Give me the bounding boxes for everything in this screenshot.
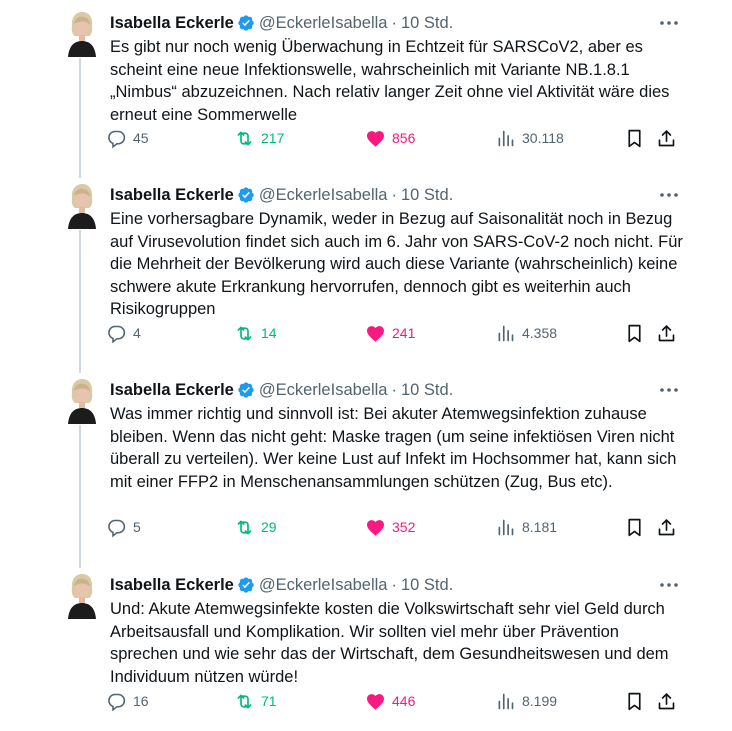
bookmark-button[interactable]	[624, 320, 651, 346]
retweet-icon	[234, 323, 255, 344]
more-icon[interactable]	[658, 13, 680, 33]
header-separator: ·	[391, 13, 397, 32]
verified-badge-icon	[237, 381, 255, 399]
bookmark-icon	[624, 691, 645, 712]
action-bar	[106, 320, 686, 346]
reply-icon	[106, 128, 127, 149]
more-icon[interactable]	[658, 185, 680, 205]
tweet-header	[110, 184, 453, 206]
tweet-text: Und: Akute Atemwegsinfekte kosten die Volkswirtschaft sehr viel Geld durch Arbeitsausfall und Komplikation. Wir sollten viel mehr über Prävention sprechen und wie sehr das der Wirtschaft, dem Gesundheitswesen und dem Individuum nützen würde!	[110, 600, 669, 686]
author-name[interactable]: Isabella Eckerle	[110, 380, 234, 399]
verified-badge-icon	[237, 186, 255, 204]
bookmark-icon	[624, 517, 645, 538]
reply-icon	[106, 323, 127, 344]
share-icon	[656, 323, 677, 344]
retweet-count: 217	[261, 130, 285, 146]
tweet-header	[110, 379, 453, 401]
retweet-icon	[234, 517, 255, 538]
share-icon	[656, 691, 677, 712]
verified-badge-icon	[237, 576, 255, 594]
timestamp[interactable]: 10 Std.	[400, 185, 454, 204]
views-button[interactable]	[495, 320, 557, 346]
bookmark-button[interactable]	[624, 688, 651, 714]
like-count: 352	[392, 519, 416, 535]
author-name[interactable]: Isabella Eckerle	[110, 13, 234, 32]
views-button[interactable]	[495, 688, 557, 714]
retweet-count: 71	[261, 693, 277, 709]
bookmark-button[interactable]	[624, 125, 651, 151]
reply-button[interactable]	[106, 688, 149, 714]
like-icon	[365, 517, 386, 538]
views-icon	[495, 691, 516, 712]
reply-count: 4	[133, 325, 141, 341]
bookmark-icon	[624, 128, 645, 149]
tweet-header	[110, 12, 453, 34]
timestamp[interactable]: 10 Std.	[400, 380, 454, 399]
reply-button[interactable]	[106, 514, 141, 540]
author-handle[interactable]: @EckerleIsabella	[258, 13, 388, 32]
thread-line	[79, 230, 81, 373]
reply-button[interactable]	[106, 125, 149, 151]
retweet-button[interactable]	[234, 688, 277, 714]
header-separator: ·	[391, 185, 397, 204]
tweet-text: Eine vorhersagbare Dynamik, weder in Bezug auf Saisonalität noch in Bezug auf Virusevolution findet sich auch im 6. Jahr von SARS-CoV-2 noch nicht. Für die Mehrheit der Bevölkerung wird auch diese Variante (wahrscheinlich) keine schwere akute Erkrankung hervorrufen, dennoch gibt es weiterhin auch Risikogruppen	[110, 210, 683, 318]
retweet-icon	[234, 691, 255, 712]
views-icon	[495, 517, 516, 538]
views-icon	[495, 128, 516, 149]
like-count: 241	[392, 325, 416, 341]
tweet-text: Es gibt nur noch wenig Überwachung in Echtzeit für SARSCoV2, aber es scheint eine neue Infektionswelle, wahrscheinlich mit Variante NB.1.8.1 „Nimbus“ abzuzeichnen. Nach relativ langer Zeit ohne viel Aktivität wäre dies erneut eine Sommerwelle	[110, 38, 670, 124]
verified-badge-icon	[237, 14, 255, 32]
views-button[interactable]	[495, 514, 557, 540]
share-button[interactable]	[656, 320, 683, 346]
tweet-text: Was immer richtig und sinnvoll ist: Bei akuter Atemwegsinfektion zuhause bleiben. Wenn das nicht geht: Maske tragen (um seine infektiösen Viren nicht überall zu verteilen). Wer keine Lust auf Infekt im Hochsommer hat, kann sich mit einer FFP2 in Menschenansammlungen schützen (Zug, Bus etc).	[110, 405, 677, 491]
like-count: 856	[392, 130, 416, 146]
header-separator: ·	[391, 575, 397, 594]
reply-count: 45	[133, 130, 149, 146]
author-name[interactable]: Isabella Eckerle	[110, 575, 234, 594]
bookmark-icon	[624, 323, 645, 344]
retweet-button[interactable]	[234, 320, 277, 346]
reply-count: 5	[133, 519, 141, 535]
timestamp[interactable]: 10 Std.	[400, 575, 454, 594]
reply-icon	[106, 691, 127, 712]
retweet-button[interactable]	[234, 514, 277, 540]
like-button[interactable]	[365, 514, 415, 540]
retweet-count: 29	[261, 519, 277, 535]
more-icon[interactable]	[658, 575, 680, 595]
author-handle[interactable]: @EckerleIsabella	[258, 185, 388, 204]
thread-line	[79, 58, 81, 178]
like-icon	[365, 691, 386, 712]
action-bar	[106, 514, 686, 540]
share-button[interactable]	[656, 125, 683, 151]
like-button[interactable]	[365, 320, 415, 346]
share-button[interactable]	[656, 688, 683, 714]
timestamp[interactable]: 10 Std.	[400, 13, 454, 32]
avatar[interactable]	[66, 573, 98, 619]
retweet-count: 14	[261, 325, 277, 341]
action-bar	[106, 688, 686, 714]
avatar[interactable]	[66, 183, 98, 229]
reply-button[interactable]	[106, 320, 141, 346]
share-button[interactable]	[656, 514, 683, 540]
header-separator: ·	[391, 380, 397, 399]
like-button[interactable]	[365, 125, 415, 151]
view-count: 4.358	[522, 325, 558, 341]
view-count: 8.199	[522, 693, 558, 709]
retweet-icon	[234, 128, 255, 149]
author-handle[interactable]: @EckerleIsabella	[258, 575, 388, 594]
author-name[interactable]: Isabella Eckerle	[110, 185, 234, 204]
tweet-header	[110, 574, 453, 596]
thread-line	[79, 425, 81, 568]
like-button[interactable]	[365, 688, 415, 714]
retweet-button[interactable]	[234, 125, 284, 151]
views-button[interactable]	[495, 125, 564, 151]
like-count: 446	[392, 693, 416, 709]
avatar[interactable]	[66, 378, 98, 424]
more-icon[interactable]	[658, 380, 680, 400]
share-icon	[656, 128, 677, 149]
author-handle[interactable]: @EckerleIsabella	[258, 380, 388, 399]
action-bar	[106, 125, 686, 151]
like-icon	[365, 323, 386, 344]
reply-icon	[106, 517, 127, 538]
reply-count: 16	[133, 693, 149, 709]
view-count: 30.118	[522, 130, 564, 146]
bookmark-button[interactable]	[624, 514, 651, 540]
view-count: 8.181	[522, 519, 558, 535]
avatar[interactable]	[66, 11, 98, 57]
views-icon	[495, 323, 516, 344]
share-icon	[656, 517, 677, 538]
like-icon	[365, 128, 386, 149]
